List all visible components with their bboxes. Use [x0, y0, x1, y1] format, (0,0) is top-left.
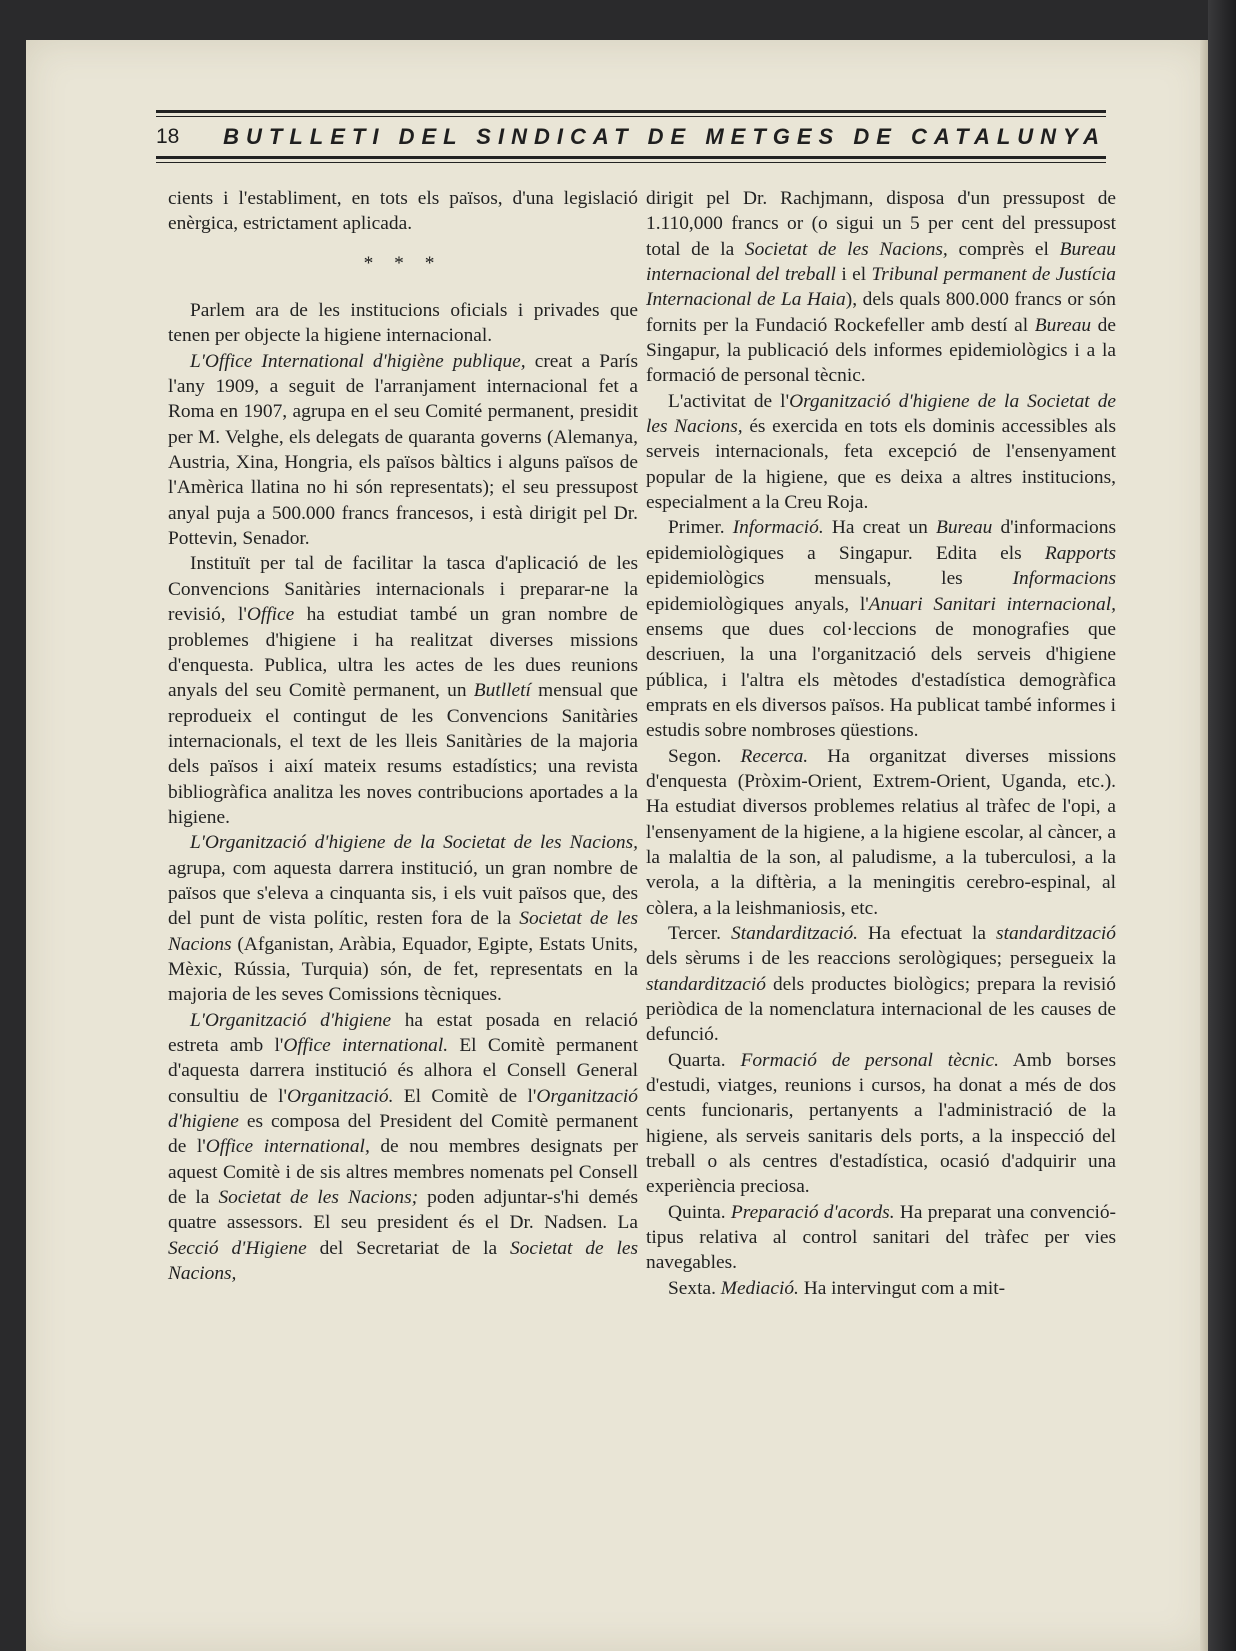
paragraph-sexta-mediacio: Sexta. Mediació. Ha intervingut com a mit- — [668, 1277, 1006, 1299]
paragraph-intro: Parlem ara de les institucions oficials i privades que tenen per objecte la higiene internacional. — [168, 300, 638, 347]
paragraph-activitat: L'activitat de l'Organització d'higiene de la Societat de les Nacions, és exercida en tots els dominis accessibles als serveis internacionals, feta excepció de l'ensenyament popular de la higiene, que es deixa a altres institucions, especialment a la Creu Roja. — [646, 390, 1116, 514]
paragraph-office-international: L'Office International d'higiène publique, creat a París l'any 1909, a seguit de l'arranjament internacional fet a Roma en 1907, agrupa en el seu Comité permanent, presidit per M. Velghe, els delegats de quaranta governs (Alemanya, Austria, Xina, Hongria, els països bàltics i alguns països de l'Amèrica llatina no hi són representats); el seu pressupost anyal puja a 500.000 francs francesos, i està dirigit pel Dr. Pottevin, Senador. — [168, 350, 638, 550]
page-spine-edge — [1200, 40, 1208, 1651]
paragraph-organitzacio-membership: L'Organització d'higiene de la Societat de les Nacions, agrupa, com aquesta darrera institució, un gran nombre de països que s'eleva a cinquanta sis, i els vuit països que, des del punt de vista polític, resten fora de la Societat de les Nacions (Afganistan, Aràbia, Equador, Egipte, Estats Units, Mèxic, Rússia, Turquia) són, de fet, representats en la majoria de les seves Comissions tècniques. — [168, 832, 639, 1006]
left-column — [168, 186, 638, 1286]
paragraph-quarta-formacio: Quarta. Formació de personal tècnic. Amb borses d'estudi, viatges, reunions i cursos, ha donat a més de dos cents funcionaris, pertanyents a l'administració de la higiene, als serveis sanitaris dels ports, a la inspecció del treball o als centres d'estadística, ocasió d'adquirir una experiència preciosa. — [646, 1049, 1116, 1198]
paragraph-office-tasks: Instituït per tal de facilitar la tasca d'aplicació de les Convencions Sanitàries internacionals i preparar-ne la revisió, l'Office ha estudiat també un gran nombre de problemes d'higiene i ha realitzat diverses missions d'enquesta. Publica, ultra les actes de les dues reunions anyals del seu Comitè permanent, un Butlletí mensual que reprodueix el contingut de les Convencions Sanitàries internacionals, el text de les lleis Sanitàries de la majoria dels països i així mateix resums estadístics; una revista bibliogràfica analitza les noves contribucions aportades a la higiene. — [168, 553, 639, 828]
right-column — [646, 186, 1116, 1301]
header-rule-bottom-thin — [156, 162, 1106, 163]
header-row — [156, 121, 1106, 153]
paragraph-tercer-standarditzacio: Tercer. Standardització. Ha efectuat la standardització dels sèrums i de les reaccions serològiques; persegueix la standardització dels productes biològics; prepara la revisió periòdica de la nomenclatura internacional de les causes de defunció. — [646, 922, 1116, 1046]
paragraph-primer-informacio: Primer. Informació. Ha creat un Bureau d'informacions epidemiològiques a Singapur. Edita els Rapports epidemiològics mensuals, les Informacions epidemiològiques anyals, l'Anuari Sanitari internacional, ensems que dues col·leccions de monografies que descriuen, la una l'organització dels serveis d'higiene pública, i l'altra els mètodes d'estadística demogràfica emprats en els diversos països. Ha publicat també informes i estudis sobre nombroses qüestions. — [646, 517, 1116, 742]
paragraph-organitzacio-structure: L'Organització d'higiene ha estat posada en relació estreta amb l'Office international. El Comitè permanent d'aquesta darrera institució és alhora el Consell General consultiu de l'Organització. El Comitè de l'Organització d'higiene es composa del President del Comitè permanent de l'Office international, de nou membres designats per aquest Comitè i de sis altres membres nomenats pel Consell de la Societat de les Nacions; poden adjuntar-s'hi demés quatre assessors. El seu president és el Dr. Nadsen. La Secció d'Higiene del Secretariat de la Societat de les Nacions, — [168, 1009, 639, 1285]
header-rule-top-thick — [156, 110, 1106, 113]
header-rule-top-thin — [156, 116, 1106, 117]
scanner-background-edge — [1208, 0, 1236, 1651]
header-rule-bottom-thick — [156, 156, 1106, 159]
running-header — [156, 110, 1106, 168]
paragraph-budget: dirigit pel Dr. Rachjmann, disposa d'un pressupost de 1.110,000 francs or (o sigui un 5 per cent del pressupost total de la Societat de les Nacions, comprès el Bureau internacional del treball i el Tribunal permanent de Justícia Internacional de La Haia), dels quals 800.000 francs or són fornits per la Fundació Rockefeller amb destí al Bureau de Singapur, la publicació dels informes epidemiològics i a la formació de personal tècnic. — [646, 188, 1116, 387]
page-number: 18 — [156, 125, 180, 148]
section-separator-asterisks: * * * — [363, 252, 443, 274]
paragraph-quinta-preparacio: Quinta. Preparació d'acords. Ha preparat una convenció-tipus relativa al control sanitari del tràfec per vies navegables. — [646, 1201, 1116, 1274]
paragraph-segon-recerca: Segon. Recerca. Ha organitzat diverses missions d'enquesta (Pròxim-Orient, Extrem-Orient, Uganda, etc.). Ha estudiat diversos problemes relatius al tràfec de l'opi, a l'ensenyament de la higiene, a la higiene escolar, al càncer, a la malaltia de la son, al paludisme, a la tuberculosi, a la verola, a la diftèria, a la meningitis cerebro-espinal, al còlera, a la leishmaniosis, etc. — [646, 745, 1116, 919]
paragraph-continuation: cients i l'establiment, en tots els països, d'una legislació enèrgica, estrictament aplicada. — [168, 188, 638, 235]
journal-title: BUTLLETI DEL SINDICAT DE METGES DE CATALUNYA — [223, 124, 1106, 149]
